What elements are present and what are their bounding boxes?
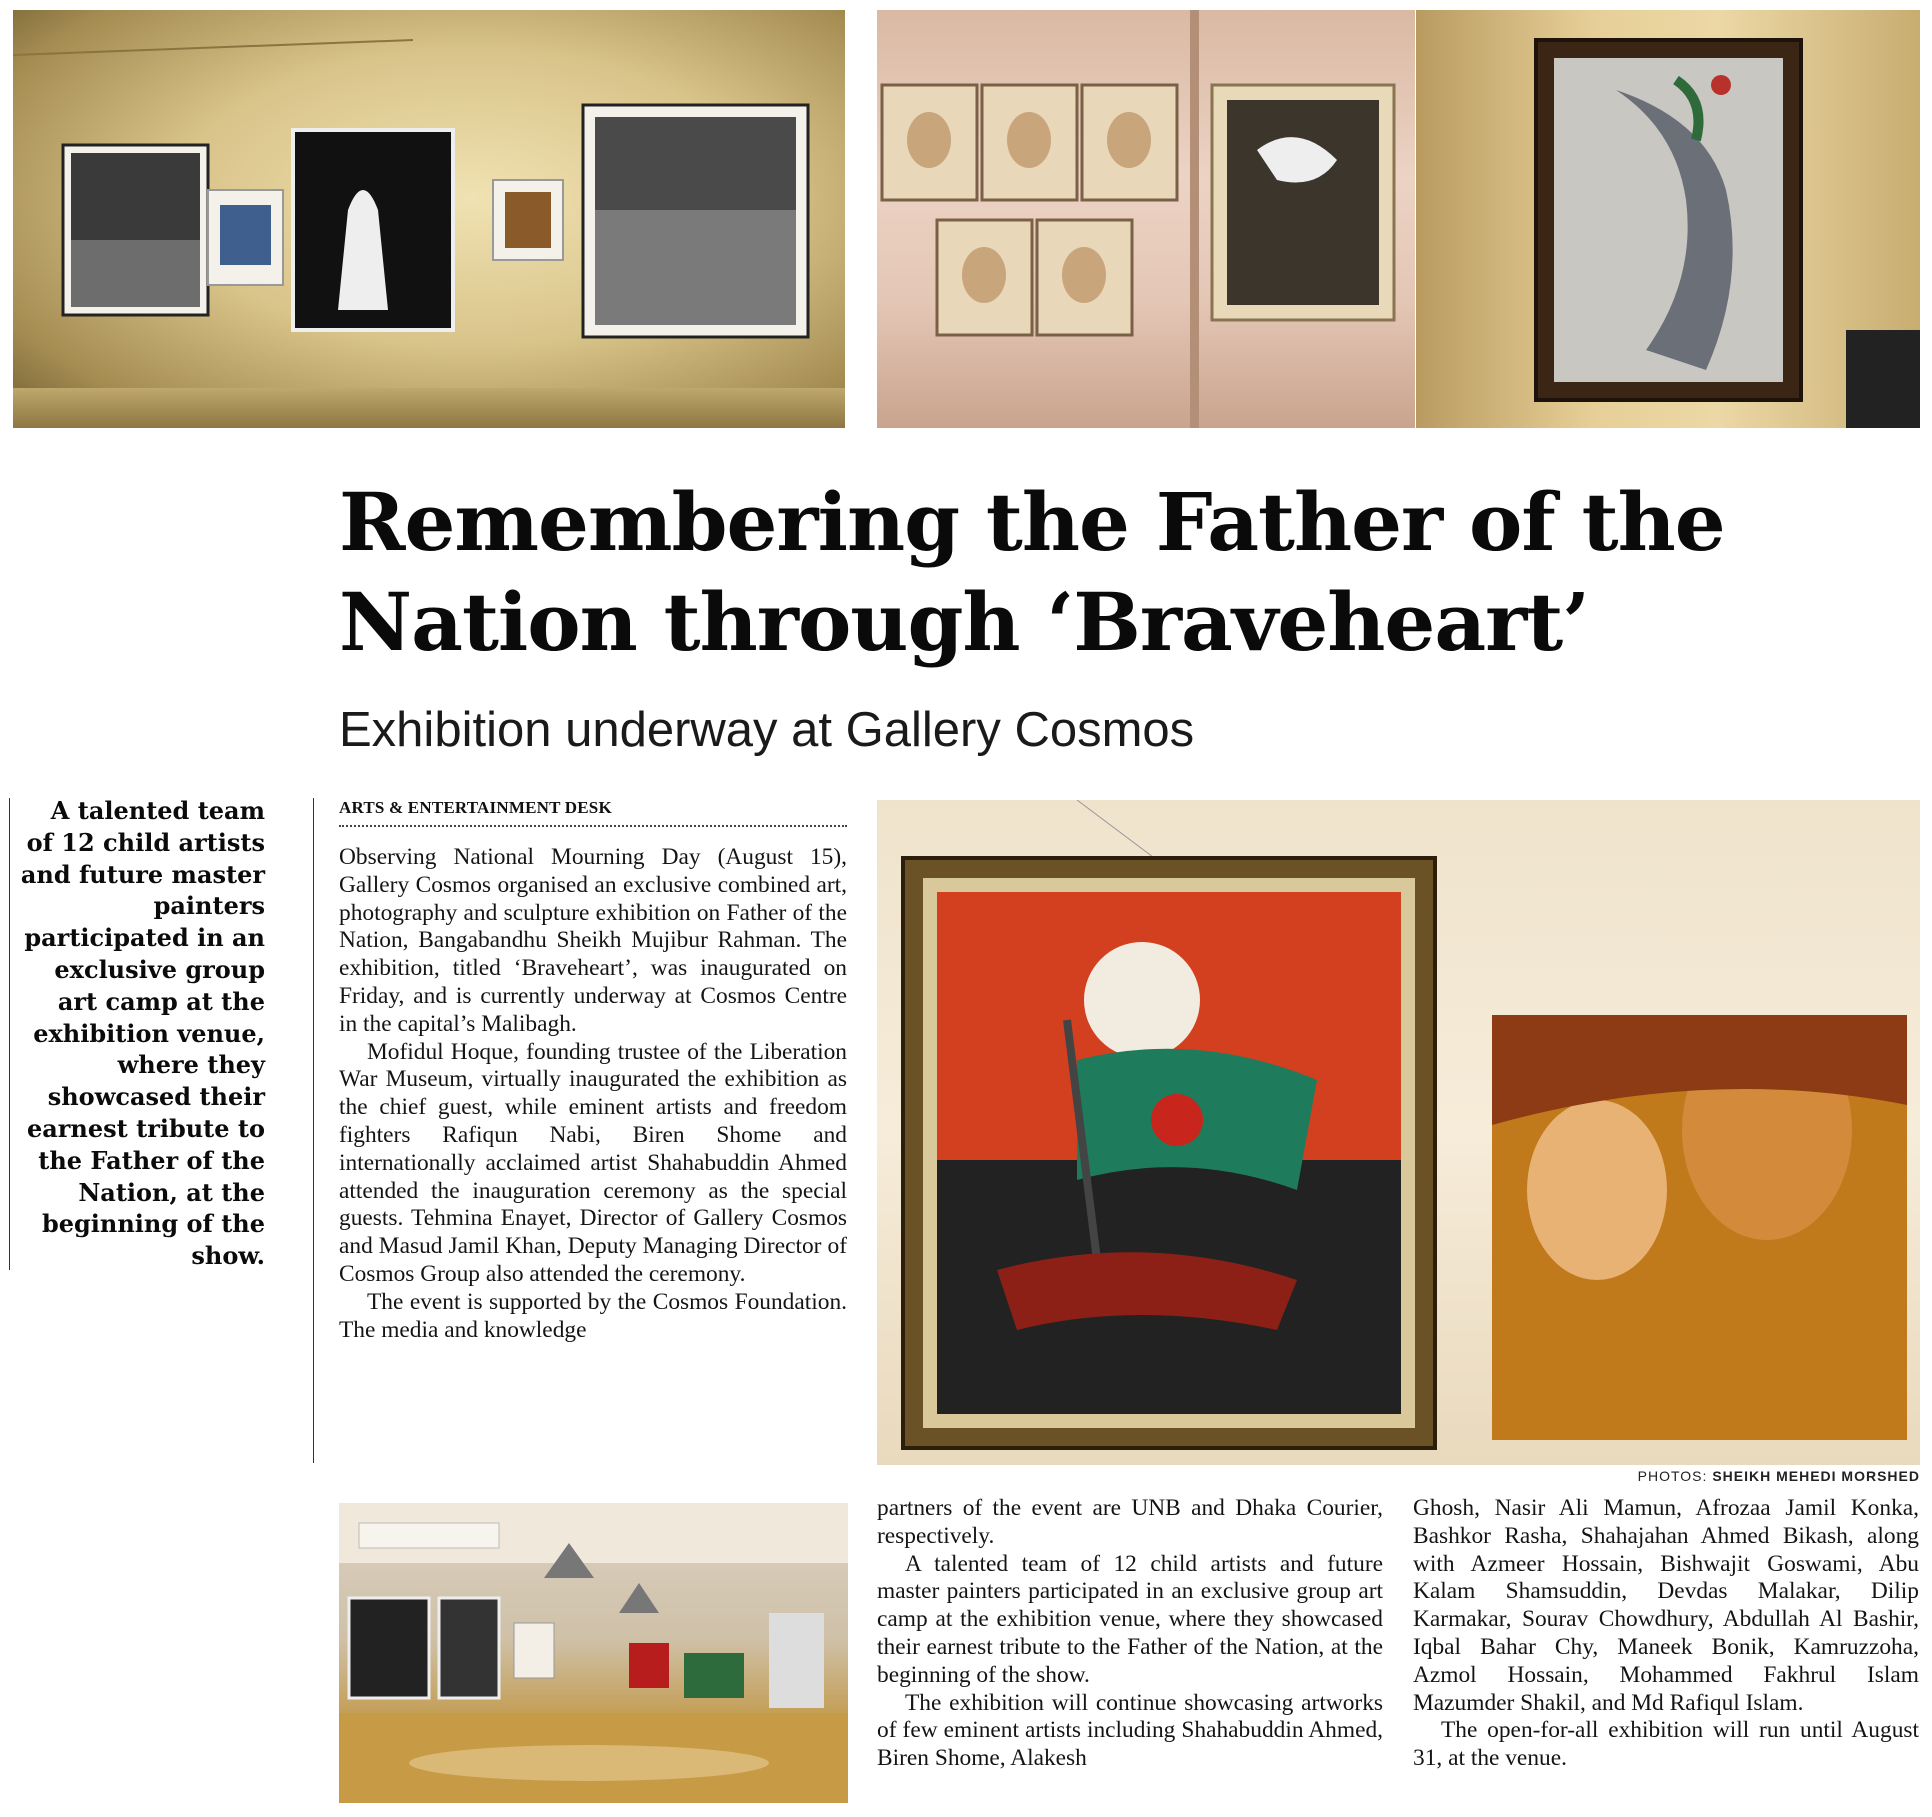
- paragraph: The exhibition will continue showcasing artworks of few eminent artists including Shahabuddin Ahmed, Biren Shome, Alakesh: [877, 1689, 1383, 1772]
- interior-illustration: [339, 1503, 848, 1803]
- photo-two-paintings: [877, 800, 1920, 1465]
- article-subheadline: Exhibition underway at Gallery Cosmos: [339, 703, 1195, 757]
- paragraph: A talented team of 12 child artists and future master painters participated in an exclusive group art camp at the exhibition venue, where they showcased their earnest tribute to the Father of the Nation, at the beginning of the show.: [877, 1550, 1383, 1688]
- photo-credit-label: PHOTOS:: [1637, 1468, 1708, 1484]
- byline: ARTS & ENTERTAINMENT DESK: [339, 797, 847, 827]
- photo-credit-name: SHEIKH MEHEDI MORSHED: [1712, 1468, 1920, 1484]
- paintings-illustration: [877, 800, 1920, 1465]
- paragraph: Ghosh, Nasir Ali Mamun, Afrozaa Jamil Konka, Bashkor Rasha, Shahajahan Ahmed Bikash, along with Azmeer Hossain, Bishwajit Goswami, Abu Kalam Shamsuddin, Devdas Malakar, Dilip Karmakar, Sourav Chowdhury, Abdullah Al Bashir, Iqbal Bahar Chy, Maneek Bonik, Kamruzzoha, Azmol Hossain, Mohammed Fakhrul Islam Mazumder Shakil, and Md Rafiqul Islam.: [1413, 1495, 1919, 1716]
- article-headline: [339, 472, 1929, 672]
- painting-illustration: [1416, 10, 1920, 428]
- photo-gallery-interior: [339, 1503, 848, 1803]
- paragraph: partners of the event are UNB and Dhaka Courier, respectively.: [877, 1495, 1383, 1549]
- paragraph: Observing National Mourning Day (August 15), Gallery Cosmos organised an exclusive combined art, photography and sculpture exhibition on Father of the Nation, Bangabandhu Sheikh Mujibur Rahman. The exhibition, titled ‘Braveheart’, was inaugurated on Friday, and is currently underway at Cosmos Centre in the capital’s Malibagh.: [339, 844, 847, 1037]
- photo-gallery-wall-photographs: [13, 10, 845, 428]
- pull-quote: A talented team of 12 child artists and future master painters participated in an exclusive group art camp at the exhibition venue, where they showcased their earnest tribute to the Father of the Nation, at the beginning of the show.: [20, 796, 265, 1271]
- photo-large-painting: [1416, 10, 1920, 428]
- article-column-1: [339, 844, 847, 1459]
- headline-line-2: Nation through ‘Braveheart’: [339, 575, 1590, 669]
- photo-portrait-wall: [877, 10, 1415, 428]
- photo-credit: [1638, 1468, 1920, 1484]
- paragraph: Mofidul Hoque, founding trustee of the Liberation War Museum, virtually inaugurated the exhibition as the chief guest, while eminent artists and freedom fighters Rafiqun Nabi, Biren Shome and internationally acclaimed artist Shahabuddin Ahmed attended the inauguration ceremony as the special guests. Tehmina Enayet, Director of Gallery Cosmos and Masud Jamil Khan, Deputy Managing Director of Cosmos Group also attended the ceremony.: [339, 1038, 847, 1287]
- article-column-3: [1413, 1495, 1919, 1811]
- pullquote-rule: [9, 798, 10, 1270]
- paragraph: The open-for-all exhibition will run until August 31, at the venue.: [1413, 1717, 1919, 1772]
- column-rule: [313, 798, 314, 1463]
- portrait-wall-illustration: [877, 10, 1415, 428]
- paragraph: The event is supported by the Cosmos Foundation. The media and knowledge: [339, 1288, 847, 1343]
- gallery-wall-illustration: [13, 10, 845, 428]
- article-column-2: [877, 1495, 1383, 1811]
- headline-line-1: Remembering the Father of the: [339, 475, 1725, 569]
